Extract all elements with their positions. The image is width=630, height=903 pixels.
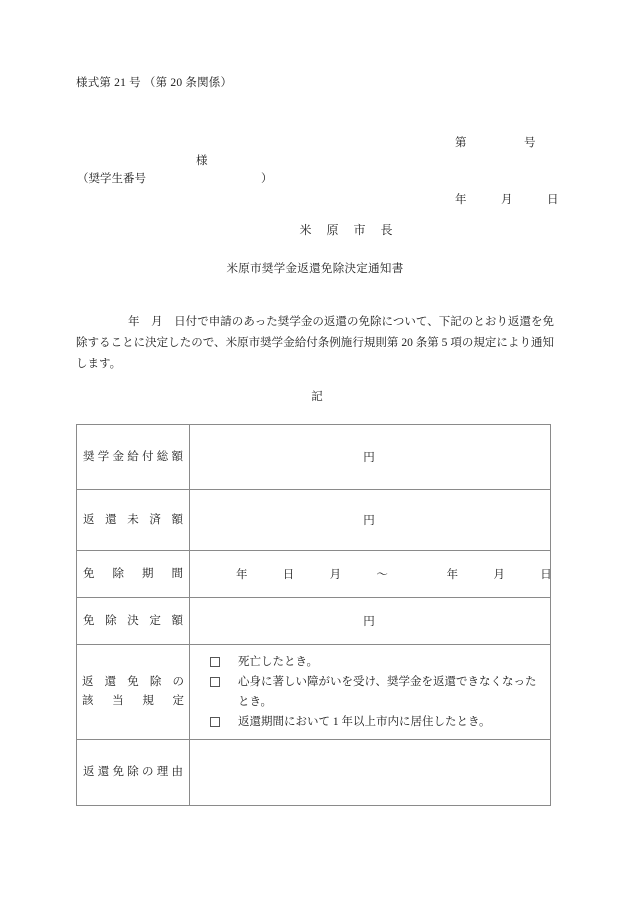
document-date-line: 年 月 日 bbox=[455, 194, 559, 206]
table-row bbox=[77, 598, 551, 645]
table-row bbox=[77, 490, 551, 551]
table-row bbox=[77, 740, 551, 806]
ki-marker: 記 bbox=[311, 391, 323, 403]
row-label-cell bbox=[77, 740, 190, 806]
addressee-honorific: 様 bbox=[196, 155, 208, 167]
row-label: 返還未済額 bbox=[83, 513, 183, 526]
form-number: 様式第 21 号 （第 20 条関係） bbox=[76, 77, 233, 89]
exemption-period-fields: 年 日 月 ～ 年 月 日 bbox=[236, 569, 552, 581]
checkbox-icon[interactable] bbox=[210, 717, 220, 727]
row-label: 返還免除の理由 bbox=[83, 766, 183, 778]
currency-unit: 円 bbox=[363, 515, 375, 527]
table-row bbox=[77, 645, 551, 740]
row-label-cell bbox=[77, 551, 190, 598]
row-value-cell[interactable] bbox=[190, 551, 551, 598]
document-number-line: 第 号 bbox=[455, 137, 536, 149]
row-value-cell[interactable] bbox=[190, 490, 551, 551]
currency-unit: 円 bbox=[363, 616, 375, 628]
scholar-number-field: （奨学生番号 ） bbox=[77, 173, 273, 185]
body-text: 年 月 日付で申請のあった奨学金の返還の免除について、下記のとおり返還を免除することに決定したので、米原市奨学金給付条例施行規則第 20 条第 5 項の規定により通知します。 bbox=[76, 316, 554, 370]
exemption-reason-field[interactable] bbox=[190, 740, 551, 806]
detail-table bbox=[76, 424, 551, 806]
row-value-cell[interactable] bbox=[190, 425, 551, 490]
exemption-criteria-list bbox=[190, 645, 550, 739]
issuer-block bbox=[0, 206, 630, 253]
row-label-cell bbox=[77, 425, 190, 490]
checkbox-option-disability[interactable] bbox=[208, 672, 544, 712]
row-label-line2: 該当規定 bbox=[82, 695, 184, 707]
currency-unit: 円 bbox=[363, 452, 375, 464]
row-label: 奨学金給付総額 bbox=[83, 450, 183, 463]
page-title: 米原市奨学金返還免除決定通知書 bbox=[226, 263, 404, 275]
checkbox-icon[interactable] bbox=[210, 677, 220, 687]
row-value-cell[interactable] bbox=[190, 598, 551, 645]
row-label-cell bbox=[77, 645, 190, 740]
checkbox-option-residency[interactable] bbox=[208, 712, 544, 732]
row-label: 免除決定額 bbox=[83, 614, 183, 627]
checkbox-option-death[interactable] bbox=[208, 652, 544, 672]
table-row bbox=[77, 425, 551, 490]
row-label: 免除期間 bbox=[83, 567, 183, 580]
row-value-cell bbox=[190, 645, 551, 740]
body-paragraph bbox=[76, 312, 554, 375]
row-label-line1: 返還免除の bbox=[82, 676, 184, 688]
checkbox-label: 死亡したとき。 bbox=[238, 656, 319, 668]
table-row bbox=[77, 551, 551, 598]
row-label-cell bbox=[77, 490, 190, 551]
row-label-cell bbox=[77, 598, 190, 645]
issuer-name: 米 原 市 長 bbox=[299, 223, 399, 237]
checkbox-icon[interactable] bbox=[210, 657, 220, 667]
checkbox-label: 心身に著しい障がいを受け、奨学金を返還できなくなったとき。 bbox=[238, 676, 537, 708]
checkbox-label: 返還期間において 1 年以上市内に居住したとき。 bbox=[238, 716, 491, 728]
